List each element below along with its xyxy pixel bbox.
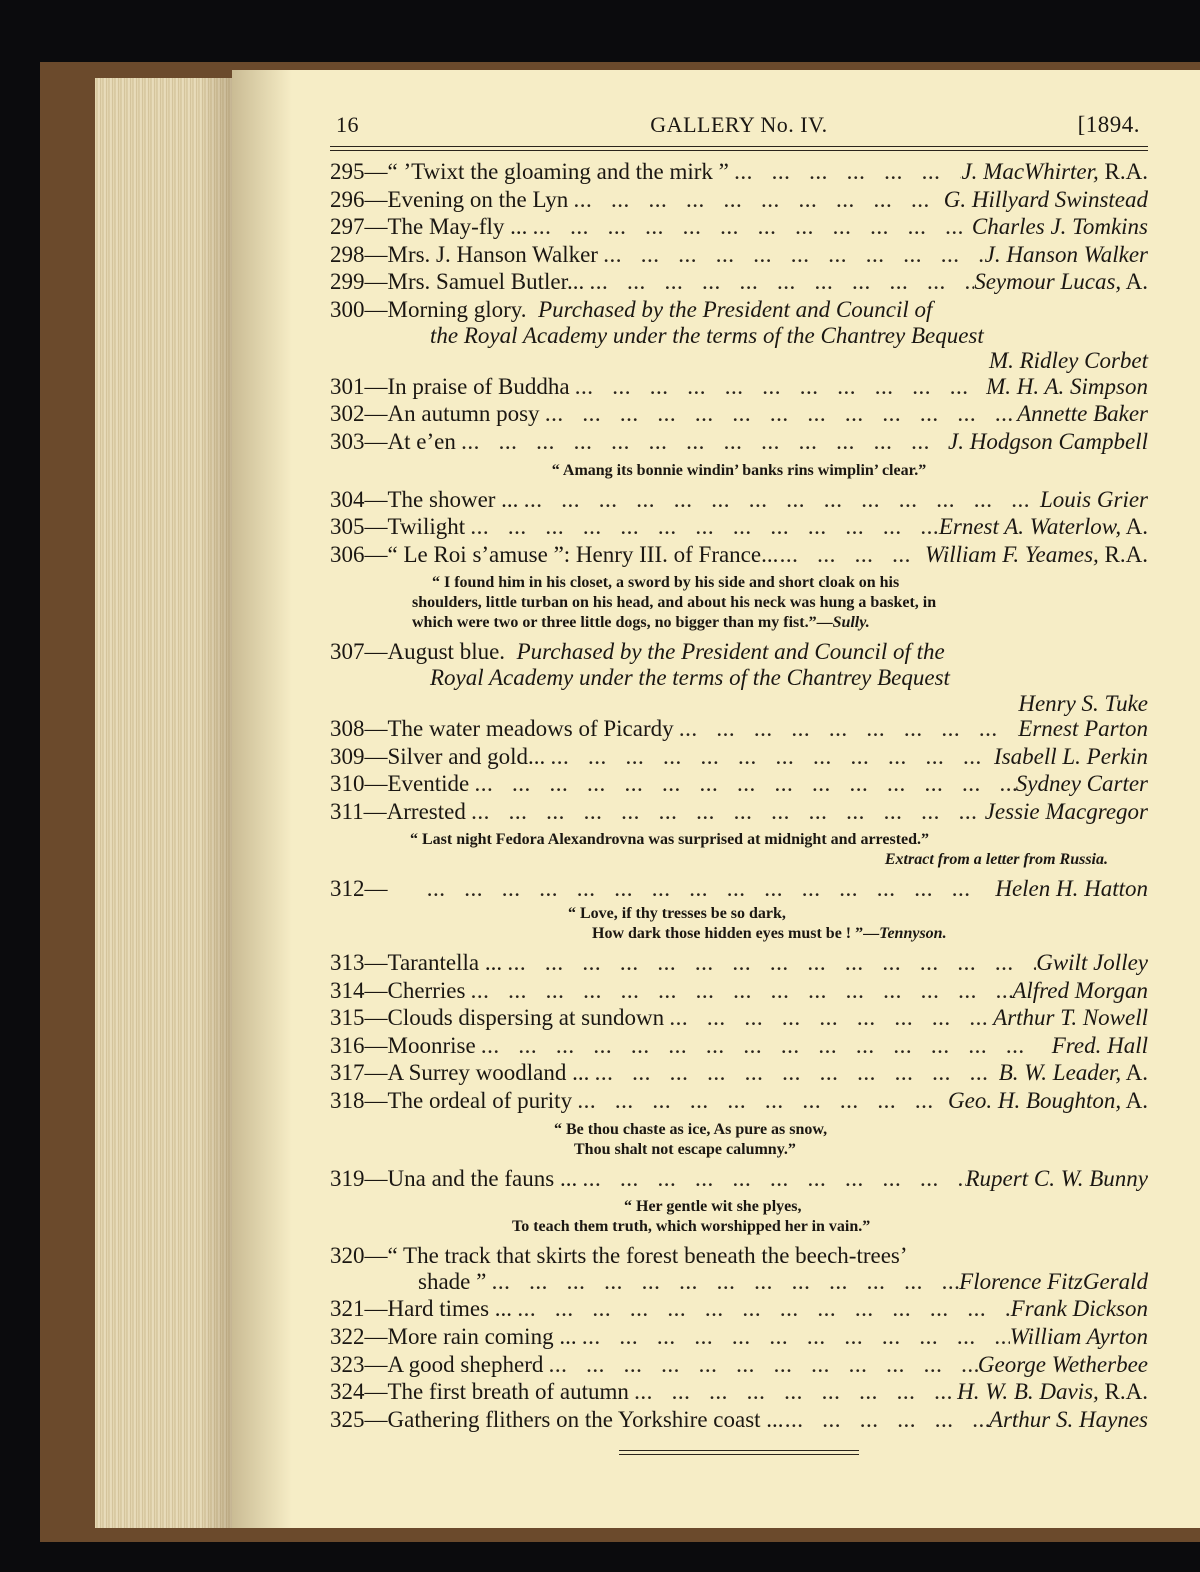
artist-name: Ernest Parton [1018, 716, 1148, 742]
catalogue-entry-310: 310—Eventide ... Sydney Carter [330, 771, 1148, 799]
catalogue-entry-298: 298—Mrs. J. Hanson Walker ... J. Hanson Walker [330, 242, 1148, 270]
catalogue-entry-297: 297—The May-fly ... ... Charles J. Tomkins [330, 214, 1148, 242]
catalogue-entry-305: 305—Twilight ... Ernest A. Waterlow, A. [330, 514, 1148, 542]
artist-name: M. H. A. Simpson [986, 373, 1148, 399]
catalogue-entry-308: 308—The water meadows of Picardy ... Ernest Parton [330, 716, 1148, 744]
artist-name: Ernest A. Waterlow, A. [938, 514, 1148, 540]
catalogue-entry-303: 303—At e’en ... J. Hodgson Campbell [330, 429, 1148, 457]
catalogue-entry-304: 304—The shower ... ... Louis Grier [330, 487, 1148, 515]
artist-name: B. W. Leader, A. [998, 1060, 1148, 1086]
gallery-title: GALLERY No. IV. [650, 112, 828, 137]
quote-303: “ Amang its bonnie windin’ banks rins wimplin’ clear.” [551, 461, 927, 479]
catalogue-entry-306: 306—“ Le Roi s’amuse ”: Henry III. of France... ... William F. Yeames, R.A. [330, 542, 1148, 570]
catalogue-entry-319: 319—Una and the fauns ... ... Rupert C. W. Bunny [330, 1166, 1148, 1194]
catalogue-entry-320: 320—“ The track that skirts the forest beneath the beech-trees’ [330, 1243, 908, 1269]
catalogue-entry-322: 322—More rain coming ... ... William Ayrton [330, 1324, 1148, 1352]
artist-name: Geo. H. Boughton, A. [948, 1088, 1148, 1114]
catalogue-entry-324: 324—The first breath of autumn ... H. W. B. Davis, R.A. [330, 1379, 1148, 1407]
catalogue-entry-309: 309—Silver and gold... ... Isabell L. Perkin [330, 744, 1148, 772]
catalogue-entry-320-cont: shade ” ... Florence FitzGerald [330, 1269, 1148, 1297]
quote-306: “ I found him in his closet, a sword by his side and short cloak on his shoulders, little turban on his head, and about his neck was hung a basket, in which were two or three little dogs, no bigger than my fist.”—Sully. [412, 574, 937, 632]
artist-name: Sydney Carter [1015, 771, 1148, 797]
artist-name: Jessie Macgregor [984, 798, 1148, 824]
catalogue-entry-312: 312— ... Helen H. Hatton [330, 876, 1148, 904]
artist-name: William F. Yeames, R.A. [924, 541, 1148, 567]
artist-name: Arthur T. Nowell [993, 1005, 1148, 1031]
quote-311: “ Last night Fedora Alexandrovna was surprised at midnight and arrested.” Extract from a letter from Russia. [410, 831, 1108, 869]
artist-name: Florence FitzGerald [959, 1268, 1148, 1294]
artist-name: Gwilt Jolley [1036, 950, 1148, 976]
catalogue-entry-314: 314—Cherries ... Alfred Morgan [330, 978, 1148, 1006]
artist-name: Isabell L. Perkin [994, 743, 1148, 769]
chantrey-note-307: Royal Academy under the terms of the Chantrey Bequest [430, 664, 950, 690]
artist-name: Alfred Morgan [1012, 977, 1148, 1003]
catalogue-entry-299: 299—Mrs. Samuel Butler... ... Seymour Lucas, A. [330, 269, 1148, 297]
quote-318: “ Be thou chaste as ice, As pure as snow, Thou shalt not escape calumny.” [554, 1120, 828, 1158]
catalogue-entry-302: 302—An autumn posy ... Annette Baker [330, 401, 1148, 429]
quote-319: “ Her gentle wit she plyes, To teach them truth, which worshipped her in vain.” [512, 1198, 871, 1236]
catalogue-entry-316: 316—Moonrise ... Fred. Hall [330, 1033, 1148, 1061]
catalogue-entry-301: 301—In praise of Buddha ... M. H. A. Simpson [330, 374, 1148, 402]
catalogue-entry-317: 317—A Surrey woodland ... ... B. W. Leader, A. [330, 1060, 1148, 1088]
catalogue-entry-296: 296—Evening on the Lyn ... G. Hillyard Swinstead [330, 187, 1148, 215]
artist-name: Seymour Lucas, A. [974, 269, 1148, 295]
catalogue-entry-318: 318—The ordeal of purity ... Geo. H. Boughton, A. [330, 1088, 1148, 1116]
artist-name: J. MacWhirter, R.A. [961, 159, 1148, 184]
artist-name: William Ayrton [1009, 1324, 1148, 1349]
catalogue-year: [1894. [1077, 112, 1140, 137]
artist-name: Annette Baker [1017, 401, 1148, 427]
catalogue-entry-307: 307—August blue. Purchased by the President and Council of the [330, 639, 945, 665]
catalogue-entry-315: 315—Clouds dispersing at sundown ... Arthur T. Nowell [330, 1005, 1148, 1033]
artist-name: G. Hillyard Swinstead [943, 186, 1148, 212]
page-edges [95, 78, 240, 1528]
artist-name: Helen H. Hatton [995, 876, 1148, 902]
page-content [330, 112, 1148, 1455]
catalogue-entry-300: 300—Morning glory. Purchased by the President and Council of [330, 296, 933, 322]
chantrey-note-300: the Royal Academy under the terms of the Chantrey Bequest [430, 322, 984, 348]
artist-name: Charles J. Tomkins [971, 214, 1148, 240]
footer-rule [619, 1450, 859, 1455]
artist-name: Fred. Hall [1051, 1032, 1148, 1058]
catalogue-entry-313: 313—Tarantella ... ... Gwilt Jolley [330, 950, 1148, 978]
artist-name: H. W. B. Davis, R.A. [957, 1379, 1148, 1405]
running-head [330, 112, 1148, 142]
catalogue-entry-295: 295—“ ’Twixt the gloaming and the mirk ” ... J. MacWhirter, R.A. [330, 159, 1148, 187]
artist-name-307: Henry S. Tuke [1018, 690, 1148, 716]
catalogue-entry-311: 311—Arrested ... Jessie Macgregor [330, 799, 1148, 827]
page-number: 16 [336, 112, 359, 137]
artist-name: J. Hanson Walker [984, 241, 1148, 267]
artist-name: Frank Dickson [1010, 1296, 1148, 1322]
catalogue-entry-321: 321—Hard times ... ... Frank Dickson [330, 1296, 1148, 1324]
catalogue-entry-323: 323—A good shepherd ... George Wetherbee [330, 1352, 1148, 1380]
artist-name: Rupert C. W. Bunny [965, 1165, 1148, 1191]
artist-name: Arthur S. Haynes [988, 1406, 1148, 1432]
header-rule [330, 146, 1148, 151]
artist-name: George Wetherbee [977, 1351, 1148, 1377]
quote-312: “ Love, if thy tresses be so dark, How dark those hidden eyes must be ! ”—Tennyson. [568, 905, 947, 943]
artist-name: J. Hodgson Campbell [948, 428, 1148, 454]
artist-name: Louis Grier [1040, 486, 1148, 512]
catalogue-entry-325: 325—Gathering flithers on the Yorkshire coast ... ... Arthur S. Haynes [330, 1407, 1148, 1435]
artist-name-300: M. Ridley Corbet [988, 348, 1148, 374]
